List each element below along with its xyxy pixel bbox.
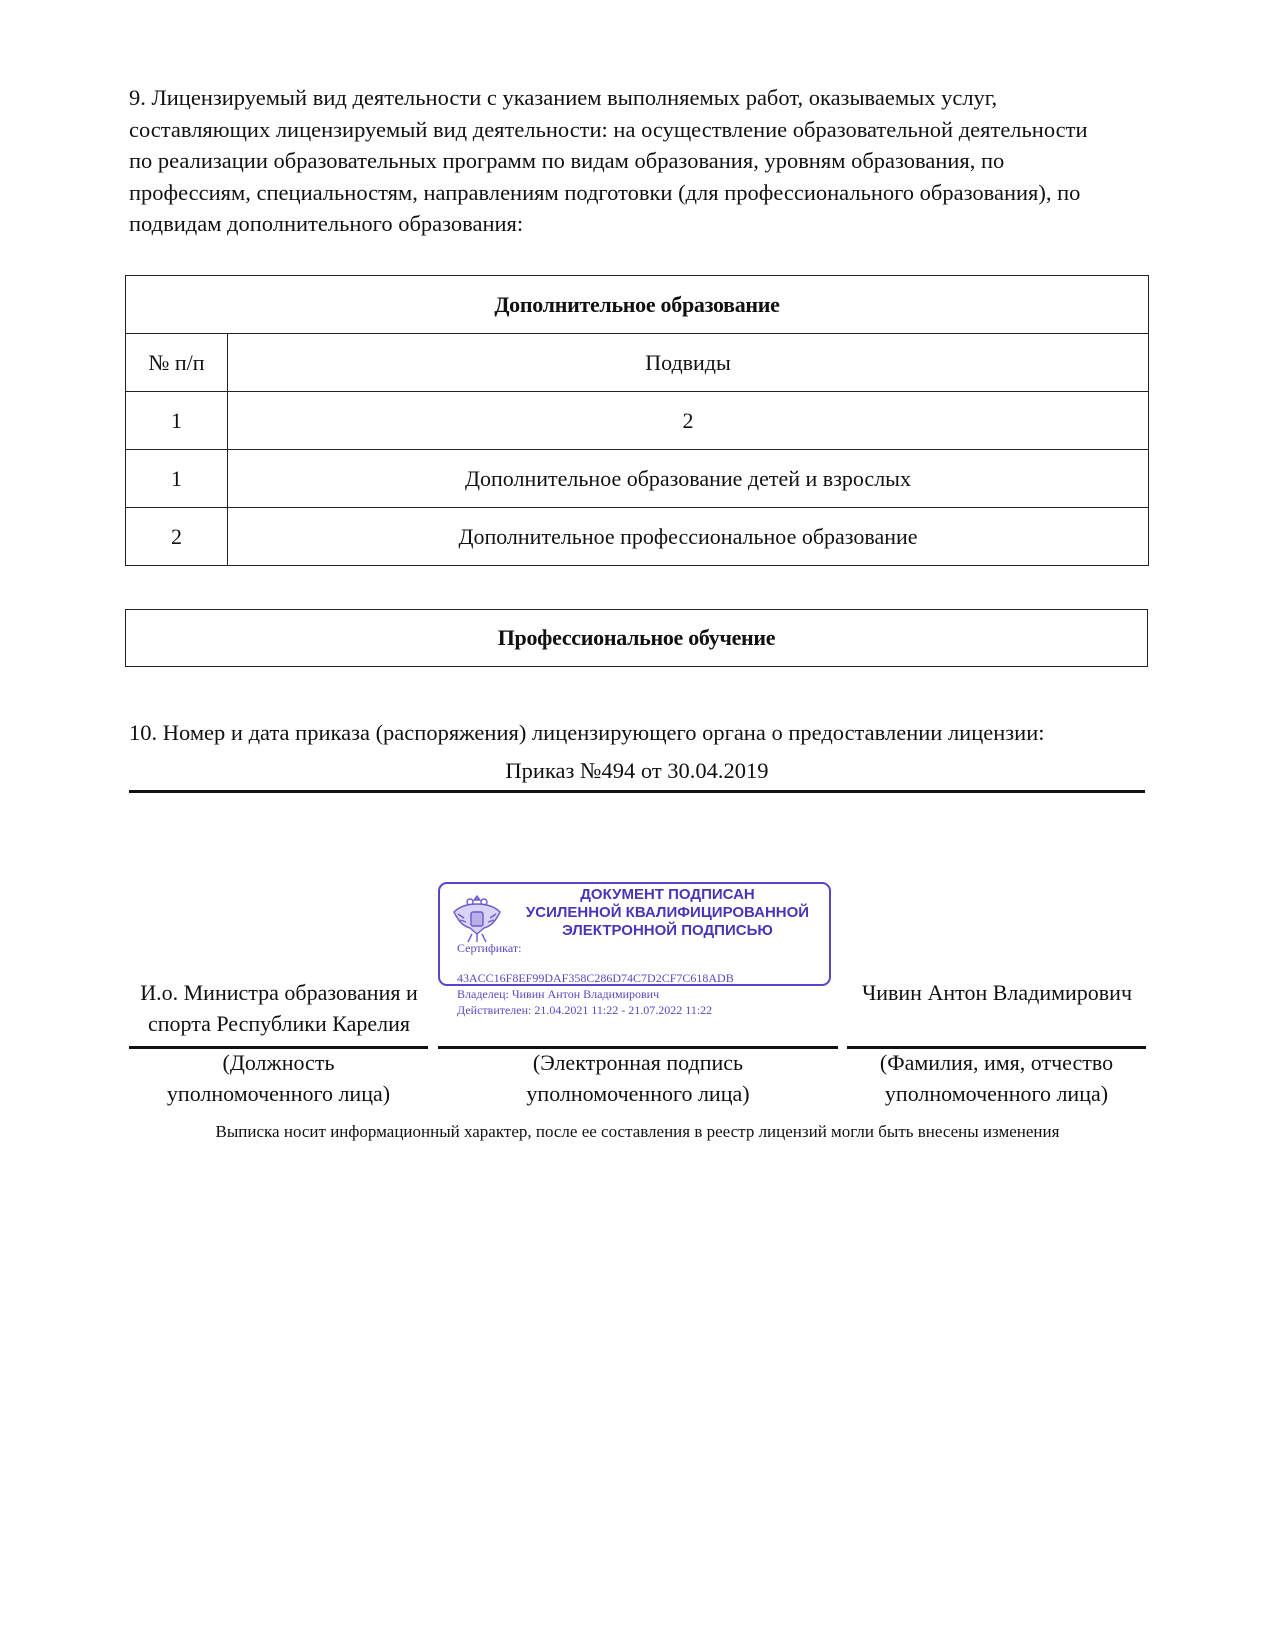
order-number: Приказ №494 от 30.04.2019 [505, 758, 769, 783]
section-9-line: профессиям, специальностям, направлениям подготовки (для профессионального образования), по [129, 179, 1081, 205]
row-number: 1 [126, 450, 228, 508]
coat-of-arms-icon [450, 890, 504, 946]
signer-name: Чивин Антон Владимирович [861, 980, 1133, 1005]
stamp-title-line: ЭЛЕКТРОННОЙ ПОДПИСЬЮ [562, 922, 773, 939]
certificate-owner: Владелец: Чивин Антон Владимирович [457, 987, 660, 1001]
stamp-title-line: ДОКУМЕНТ ПОДПИСАН [580, 886, 755, 903]
section-9-line: подвидам дополнительного образования: [129, 211, 524, 236]
signer-position-line: И.о. Министра образования и [140, 980, 418, 1005]
column-number-1: 1 [126, 392, 228, 450]
footer-note: Выписка носит информационный характер, после ее составления в реестр лицензий могли быть внесены изменения [215, 1122, 1060, 1141]
table-title: Дополнительное образование [126, 276, 1149, 334]
table-row [126, 450, 1149, 508]
header-subtypes: Подвиды [228, 334, 1149, 392]
stamp-title-line: УСИЛЕННОЙ КВАЛИФИЦИРОВАННОЙ [525, 904, 810, 921]
table-header-row [126, 334, 1149, 392]
certificate-id: 43ACC16F8EF99DAF358C286D74C7D2CF7C618ADB [457, 971, 734, 985]
certificate-label: Сертификат: [457, 941, 522, 955]
table-row [126, 508, 1149, 566]
caption-line: уполномоченного лица) [884, 1081, 1109, 1106]
row-subtype: Дополнительное профессиональное образование [228, 508, 1149, 566]
name-caption [847, 1047, 1146, 1109]
certificate-validity: Действителен: 21.04.2021 11:22 - 21.07.2022 11:22 [457, 1003, 713, 1017]
caption-line: уполномоченного лица) [526, 1081, 750, 1106]
caption-line: уполномоченного лица) [166, 1081, 391, 1106]
section-9-line: 9. Лицензируемый вид деятельности с указанием выполняемых работ, оказываемых услуг, [129, 85, 998, 110]
professional-training-box [125, 609, 1148, 667]
header-number: № п/п [126, 334, 228, 392]
additional-education-table [125, 275, 1149, 566]
row-subtype: Дополнительное образование детей и взрослых [228, 450, 1149, 508]
section-9-line: по реализации образовательных программ по видам образования, уровням образования, по [129, 148, 1005, 173]
section-9-line: составляющих лицензируемый вид деятельности: на осуществление образовательной деятельности [129, 116, 1088, 142]
signer-position [129, 977, 429, 1039]
professional-training-title: Профессиональное обучение [497, 625, 776, 650]
caption-line: (Электронная подпись [532, 1050, 744, 1075]
table-title-row [126, 276, 1149, 334]
signature-caption [438, 1047, 838, 1109]
table-column-number-row [126, 392, 1149, 450]
section-10-label: 10. Номер и дата приказа (распоряжения) лицензирующего органа о предоставлении лицензии: [129, 720, 1045, 745]
position-caption [129, 1047, 428, 1109]
stamp-title [500, 886, 835, 940]
caption-line: (Фамилия, имя, отчество [879, 1050, 1114, 1075]
caption-line: (Должность [222, 1050, 335, 1075]
signer-position-line: спорта Республики Карелия [147, 1011, 411, 1036]
row-number: 2 [126, 508, 228, 566]
section-9-paragraph [129, 82, 1159, 240]
column-number-2: 2 [228, 392, 1149, 450]
order-underline [129, 790, 1145, 793]
